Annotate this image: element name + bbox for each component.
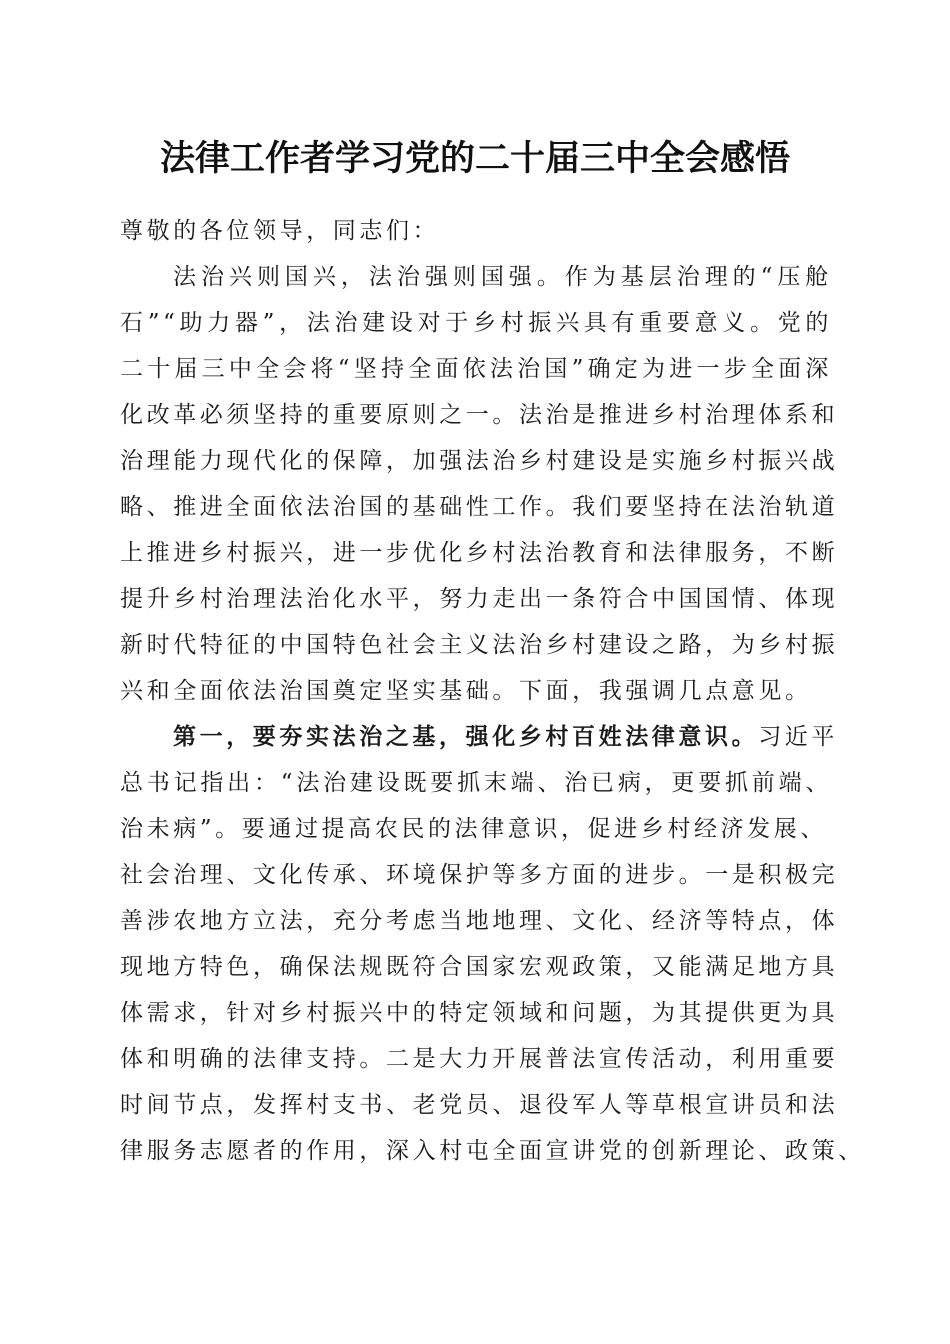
paragraph-1 <box>120 254 839 714</box>
paragraph-line: 法治兴则国兴，法治强则国强。作为基层治理的“压舱 <box>173 264 832 290</box>
paragraph-line: 时间节点，发挥村支书、老党员、退役军人等草根宣讲员和法 <box>120 1092 839 1118</box>
paragraph-line: 二十届三中全会将“坚持全面依法治国”确定为进一步全面深 <box>120 356 832 382</box>
paragraph-line: 石”“助力器”，法治建设对于乡村振兴具有重要意义。党的 <box>120 310 832 336</box>
paragraph-line: 治未病”。要通过提高农民的法律意识，促进乡村经济发展、 <box>120 816 827 842</box>
paragraph-line: 社会治理、文化传承、环境保护等多方面的进步。一是积极完 <box>120 862 839 888</box>
paragraph-2 <box>120 714 865 1174</box>
section-heading: 第一，要夯实法治之基，强化乡村百姓法律意识。 <box>173 723 759 750</box>
paragraph-line: 总书记指出：“法治建设既要抓末端、治已病，更要抓前端、 <box>120 770 832 796</box>
paragraph-line: 善涉农地方立法，充分考虑当地地理、文化、经济等特点，体 <box>120 908 839 934</box>
paragraph-line: 上推进乡村振兴，进一步优化乡村法治教育和法律服务，不断 <box>120 540 839 566</box>
paragraph-line: 体和明确的法律支持。二是大力开展普法宣传活动，利用重要 <box>120 1046 839 1072</box>
paragraph-line: 新时代特征的中国特色社会主义法治乡村建设之路，为乡村振 <box>120 632 839 658</box>
paragraph-line: 兴和全面依法治国奠定坚实基础。下面，我强调几点意见。 <box>120 678 812 704</box>
paragraph-line: 体需求，针对乡村振兴中的特定领域和问题，为其提供更为具 <box>120 1000 839 1026</box>
paragraph-line: 律服务志愿者的作用，深入村屯全面宣讲党的创新理论、政策、 <box>120 1138 865 1164</box>
paragraph-line: 化改革必须坚持的重要原则之一。法治是推进乡村治理体系和 <box>120 402 839 428</box>
paragraph-line: 提升乡村治理法治化水平，努力走出一条符合中国国情、体现 <box>120 586 839 612</box>
paragraph-line: 治理能力现代化的保障，加强法治乡村建设是实施乡村振兴战 <box>120 448 839 474</box>
heading-line-rest: 习近平 <box>758 724 839 750</box>
document-body <box>120 208 865 1174</box>
document-title: 法律工作者学习党的二十届三中全会感悟 <box>159 138 790 179</box>
paragraph-line <box>120 714 839 760</box>
salutation: 尊敬的各位领导，同志们： <box>120 218 440 244</box>
paragraph-line: 现地方特色，确保法规既符合国家宏观政策，又能满足地方具 <box>120 954 839 980</box>
paragraph-line: 略、推进全面依法治国的基础性工作。我们要坚持在法治轨道 <box>120 494 839 520</box>
